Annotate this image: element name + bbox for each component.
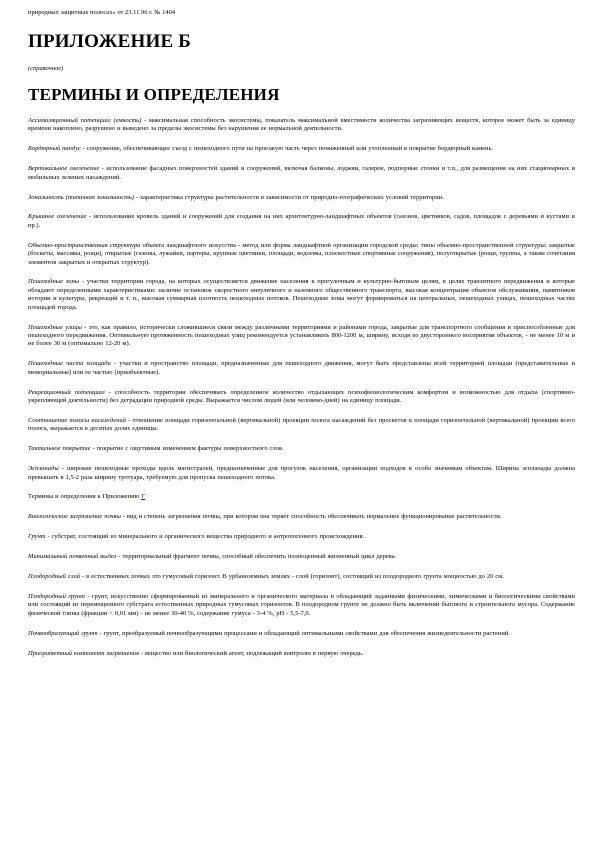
term-definition: - субстрат, состоящий из минерального и органического вещества природного и антропогенного происхождения.: [45, 533, 365, 541]
term-name: Грунт: [28, 533, 46, 541]
term-name: Биологическое загрязнение почвы: [28, 513, 121, 521]
term-entry: [28, 194, 575, 202]
term-entry: [28, 389, 575, 406]
term-definition: объекта ландшафтного искусства - метод или форма ландшафтной организации городской среды: типы объемно-пространственной структуры: закрытые (боскеты, массивы, рощи), открытые (газоны, лужайки, партеры, крупные цветники, площади, водоемы, плоскостные спортивные сооружения), полуоткрытые (рощи, группы, а также сочетания элементов закрытых и открытых структур).: [28, 241, 575, 266]
term-definition: - грунт, преобразуемый почвообразующими процессами и обладающий оптимальными свойствами для обеспечения жизнедеятельности растений.: [97, 629, 510, 637]
term-entry: [28, 213, 575, 230]
section-title: ТЕРМИНЫ И ОПРЕДЕЛЕНИЯ: [28, 85, 280, 104]
term-name: Плодородный грунт: [28, 593, 85, 600]
term-entry: [28, 573, 575, 581]
term-definition: - сооружение, обеспечивающее съезд с пешеходного пути на проезжую часть через пониженный или утопленный в покрытие бордюрный камень.: [80, 145, 494, 153]
term-name: Крышное озеленение: [28, 213, 87, 221]
term-name: Плодородный слой: [28, 573, 81, 581]
term-entry: [28, 445, 575, 453]
term-entry: [28, 242, 575, 267]
term-definition: - использование фасадных поверхностей зданий и сооружений, включая балконы, лоджии, галереи, подпорные стенки и т.п., для размещения на них стационарных и мобильных зеленых насаждений.: [28, 165, 575, 181]
term-definition: - вид и степень загрязнения почвы, при котором она теряет способность обеспечивать нормальное функционирование растительности.: [120, 513, 502, 521]
term-entry: [28, 165, 575, 182]
term-definition: - территориальный фрагмент почвы, способный обеспечить полноценный жизненный цикл дерева.: [116, 553, 397, 561]
appendix-title: ПРИЛОЖЕНИЕ Б: [28, 31, 192, 52]
term-definition: - широкие пешеходные проходы вдоль магистралей, предназначенные для прогулок населения, организации подходов к особо значимым объектам. Ширина эспланады должна превышать в 1,5-2 раза ширину тротуара, требуемую для пропуска пешеходного потока.: [28, 465, 575, 481]
term-name: Бордюрный пандус: [28, 145, 81, 153]
term-entry: [28, 553, 575, 561]
appendix-reference-line: [28, 493, 575, 501]
term-definition: - в естественных почвах это гумусовый горизонт. В урбаноземных землях - слой (горизонт), состоящий из плодородного грунта мощностью до 20 см.: [80, 573, 504, 581]
term-definition: - вещество или биологический агент, подлежащий контролю в первую очередь.: [138, 649, 364, 657]
term-entry: [28, 533, 575, 541]
term-entry: [28, 145, 575, 153]
term-name: Зональность (типичная зональность): [28, 193, 134, 201]
term-name: Пешеходные части площади: [28, 360, 111, 368]
term-name: Тактильное покрытие: [28, 445, 91, 453]
term-definition: - максимальная способность экосистемы, показатель максимальной вместимости количества загрязняющих веществ, которое может быть за единицу времени накоплено, разрушено и выведено за пределы экосистемы без нарушения ее нормальной деятельности.: [28, 117, 575, 133]
term-name: Минимальный почвенный выдел: [28, 553, 117, 561]
term-entry: [28, 650, 575, 658]
term-entry: [28, 593, 575, 618]
term-name: Почвообразующий грунт: [28, 629, 98, 637]
reference-text: Термины и определения к Приложению: [28, 493, 142, 501]
appendix-status: (справочное): [28, 65, 64, 72]
term-name: Пешеходные зоны: [28, 278, 80, 286]
term-entry: [28, 630, 575, 638]
term-entry: [28, 513, 575, 521]
term-name: Ассимиляционный потенциал (емкость): [28, 117, 142, 124]
term-definition: - это, как правило, исторически сложившиеся связи между различными территориями и районами города, закрытые для транспортного сообщения и приспособленные для пешеходного передвижения. Оптимальную протяженность пешеходных улиц рекомендуется устанавливать 800-1200 м, ширину, исходя из двустороннего восприятия объектов, - не менее 10 м и не более 30 м (оптимально 12-20 м).: [28, 323, 575, 348]
term-definition: - покрытие с ощутимым изменением фактуры поверхностного слоя.: [90, 445, 284, 453]
term-name: Эспланады: [28, 465, 59, 473]
term-entry: [28, 417, 575, 434]
appendix-g-link[interactable]: Г: [141, 493, 146, 501]
term-entry: [28, 465, 575, 482]
term-definition: - отношение площади горизонтальной (вертикальной) проекции полога насаждений без просветов к площади горизонтальной (вертикальной) проекции всего полога, выражается в десятых долях единицы.: [28, 416, 575, 433]
term-definition: - способность территории обеспечивать определенное количество отдыхающих психофизиологическим комфортом и возможностью для отдыха (спортивно-укрепляющей деятельности) без деградации природной среды. Выражается числом людей (или человеко-дней) на единицу площади.: [28, 388, 575, 405]
term-definition: - участки территории города, на которых осуществляется движение населения к прогулочным и культурно-бытовым целям, в целях транзитного передвижения и которые обладают определенными характеристиками: наличие остановок скоростного внеуличного и наземного общественного транспорта, высокая концентрация объектов обслуживания, памятников истории и культуры, рекреаций и т. п., высокая суммарная плотность пешеходных потоков. Пешеходные зоны могут формироваться на центральных, пешеходных улицах, пешеходных частях площадей города.: [28, 278, 575, 311]
term-entry: [28, 324, 575, 349]
term-definition: - характеристика структуры растительности в зависимости от природно-географических условий территории.: [133, 193, 444, 201]
term-entry: [28, 117, 575, 134]
header-note: природных защитных полосах» от 23.11.96 г. № 1404: [28, 9, 176, 16]
term-definition: - участки и пространство площади, предназначенные для пешеходного движения, могут быть представлены всей территорией площади (представительные и мемориальные) или ее частью (приобъектные).: [28, 360, 575, 376]
term-name: Пешеходные улицы: [28, 323, 82, 331]
term-definition: - грунт, искусственно сформированный из минерального и органического материала и обладающий заданными физическими, химическими и биологическими свойствами или состоящий из перемещенного субстрата естественных природных гумусовых горизонтов. В плодородном грунте не должно быть включений бытового и строительного мусора. Содержание физической глины (фракции < 0,01 мм) - не менее 30-40 %, содержание гумуса - 3-4 %, рН - 5,5-7,0.: [28, 593, 575, 617]
term-definition: - использование кровель зданий и сооружений для создания на них архитектурно-ландшафтных объектов (газонов, цветников, садов, площадок с деревьями и кустами и пр.).: [28, 213, 575, 229]
term-name: Соотношение полосы насаждений: [28, 416, 126, 424]
term-entry: [28, 278, 575, 312]
term-entry: [28, 360, 575, 377]
terms-list: [28, 117, 575, 658]
term-name: Объемно-пространственная структура: [28, 241, 141, 249]
term-name: Вертикальное озеленение: [28, 165, 100, 173]
term-name: Приоритетный компонент загрязнения: [28, 649, 139, 657]
term-name: Рекреационный потенциал: [28, 388, 105, 396]
